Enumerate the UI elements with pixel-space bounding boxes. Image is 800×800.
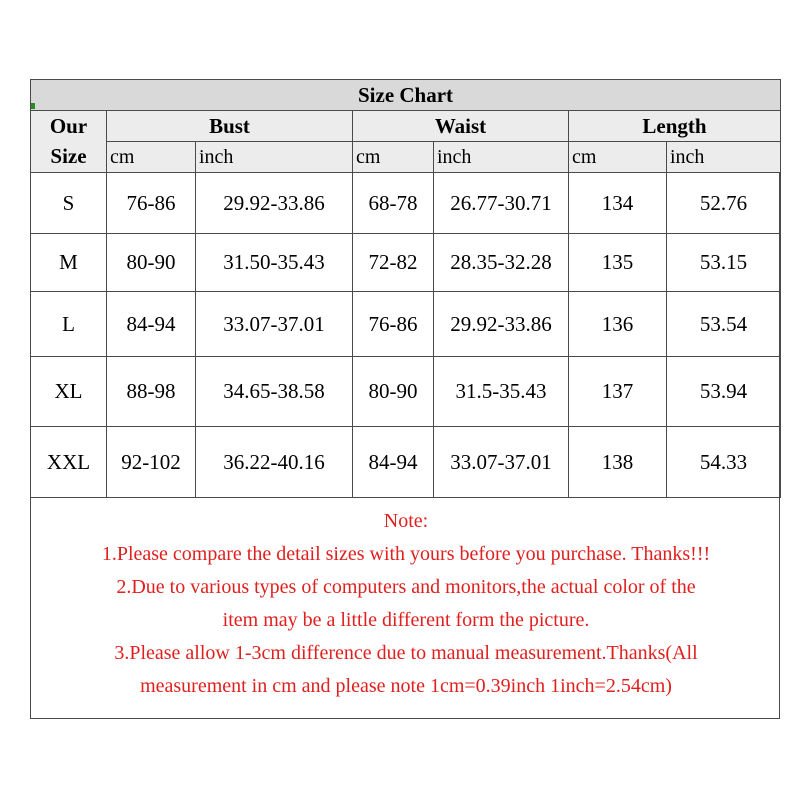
unit-bust-inch: inch xyxy=(196,142,353,173)
size-chart-table xyxy=(30,79,781,498)
note-line: measurement in cm and please note 1cm=0.39inch 1inch=2.54cm) xyxy=(140,675,672,697)
header-row xyxy=(31,111,781,142)
length-cm-cell: 138 xyxy=(569,427,667,498)
bust-cm-cell: 88-98 xyxy=(107,357,196,427)
length-inch-cell: 53.15 xyxy=(667,234,781,292)
corner-marker xyxy=(31,103,35,109)
chart-title: Size Chart xyxy=(31,80,781,111)
size-cell: M xyxy=(31,234,107,292)
waist-inch-cell: 28.35-32.28 xyxy=(434,234,569,292)
unit-bust-cm: cm xyxy=(107,142,196,173)
waist-inch-cell: 29.92-33.86 xyxy=(434,292,569,357)
bust-header: Bust xyxy=(107,111,353,142)
waist-inch-cell: 26.77-30.71 xyxy=(434,173,569,234)
length-cm-cell: 137 xyxy=(569,357,667,427)
note-line: item may be a little different form the picture. xyxy=(222,609,590,631)
size-cell: L xyxy=(31,292,107,357)
table-row xyxy=(31,292,781,357)
bust-cm-cell: 84-94 xyxy=(107,292,196,357)
title-row xyxy=(31,80,781,111)
table-row xyxy=(31,173,781,234)
table-row xyxy=(31,357,781,427)
table-row xyxy=(31,234,781,292)
waist-inch-cell: 31.5-35.43 xyxy=(434,357,569,427)
length-cm-cell: 134 xyxy=(569,173,667,234)
note-line: 3.Please allow 1-3cm difference due to manual measurement.Thanks(All xyxy=(114,642,698,664)
note-line: 2.Due to various types of computers and monitors,the actual color of the xyxy=(116,576,696,598)
our-header: Our xyxy=(31,111,107,142)
note-section xyxy=(31,505,781,703)
waist-cm-cell: 76-86 xyxy=(353,292,434,357)
length-cm-cell: 135 xyxy=(569,234,667,292)
bust-cm-cell: 92-102 xyxy=(107,427,196,498)
bust-inch-cell: 34.65-38.58 xyxy=(196,357,353,427)
waist-cm-cell: 84-94 xyxy=(353,427,434,498)
size-header: Size xyxy=(31,142,107,173)
unit-row xyxy=(31,142,781,173)
size-chart xyxy=(30,79,780,719)
note-line: 1.Please compare the detail sizes with yours before you purchase. Thanks!!! xyxy=(101,543,711,565)
bust-inch-cell: 31.50-35.43 xyxy=(196,234,353,292)
bust-inch-cell: 36.22-40.16 xyxy=(196,427,353,498)
unit-waist-inch: inch xyxy=(434,142,569,173)
bust-cm-cell: 76-86 xyxy=(107,173,196,234)
length-inch-cell: 54.33 xyxy=(667,427,781,498)
waist-cm-cell: 80-90 xyxy=(353,357,434,427)
size-cell: S xyxy=(31,173,107,234)
length-cm-cell: 136 xyxy=(569,292,667,357)
note-heading: Note: xyxy=(383,510,429,532)
length-header: Length xyxy=(569,111,781,142)
length-inch-cell: 53.54 xyxy=(667,292,781,357)
waist-cm-cell: 72-82 xyxy=(353,234,434,292)
waist-header: Waist xyxy=(353,111,569,142)
bust-inch-cell: 29.92-33.86 xyxy=(196,173,353,234)
unit-length-cm: cm xyxy=(569,142,667,173)
waist-inch-cell: 33.07-37.01 xyxy=(434,427,569,498)
length-inch-cell: 52.76 xyxy=(667,173,781,234)
waist-cm-cell: 68-78 xyxy=(353,173,434,234)
table-row xyxy=(31,427,781,498)
bust-inch-cell: 33.07-37.01 xyxy=(196,292,353,357)
size-cell: XL xyxy=(31,357,107,427)
size-cell: XXL xyxy=(31,427,107,498)
unit-length-inch: inch xyxy=(667,142,781,173)
unit-waist-cm: cm xyxy=(353,142,434,173)
bust-cm-cell: 80-90 xyxy=(107,234,196,292)
length-inch-cell: 53.94 xyxy=(667,357,781,427)
